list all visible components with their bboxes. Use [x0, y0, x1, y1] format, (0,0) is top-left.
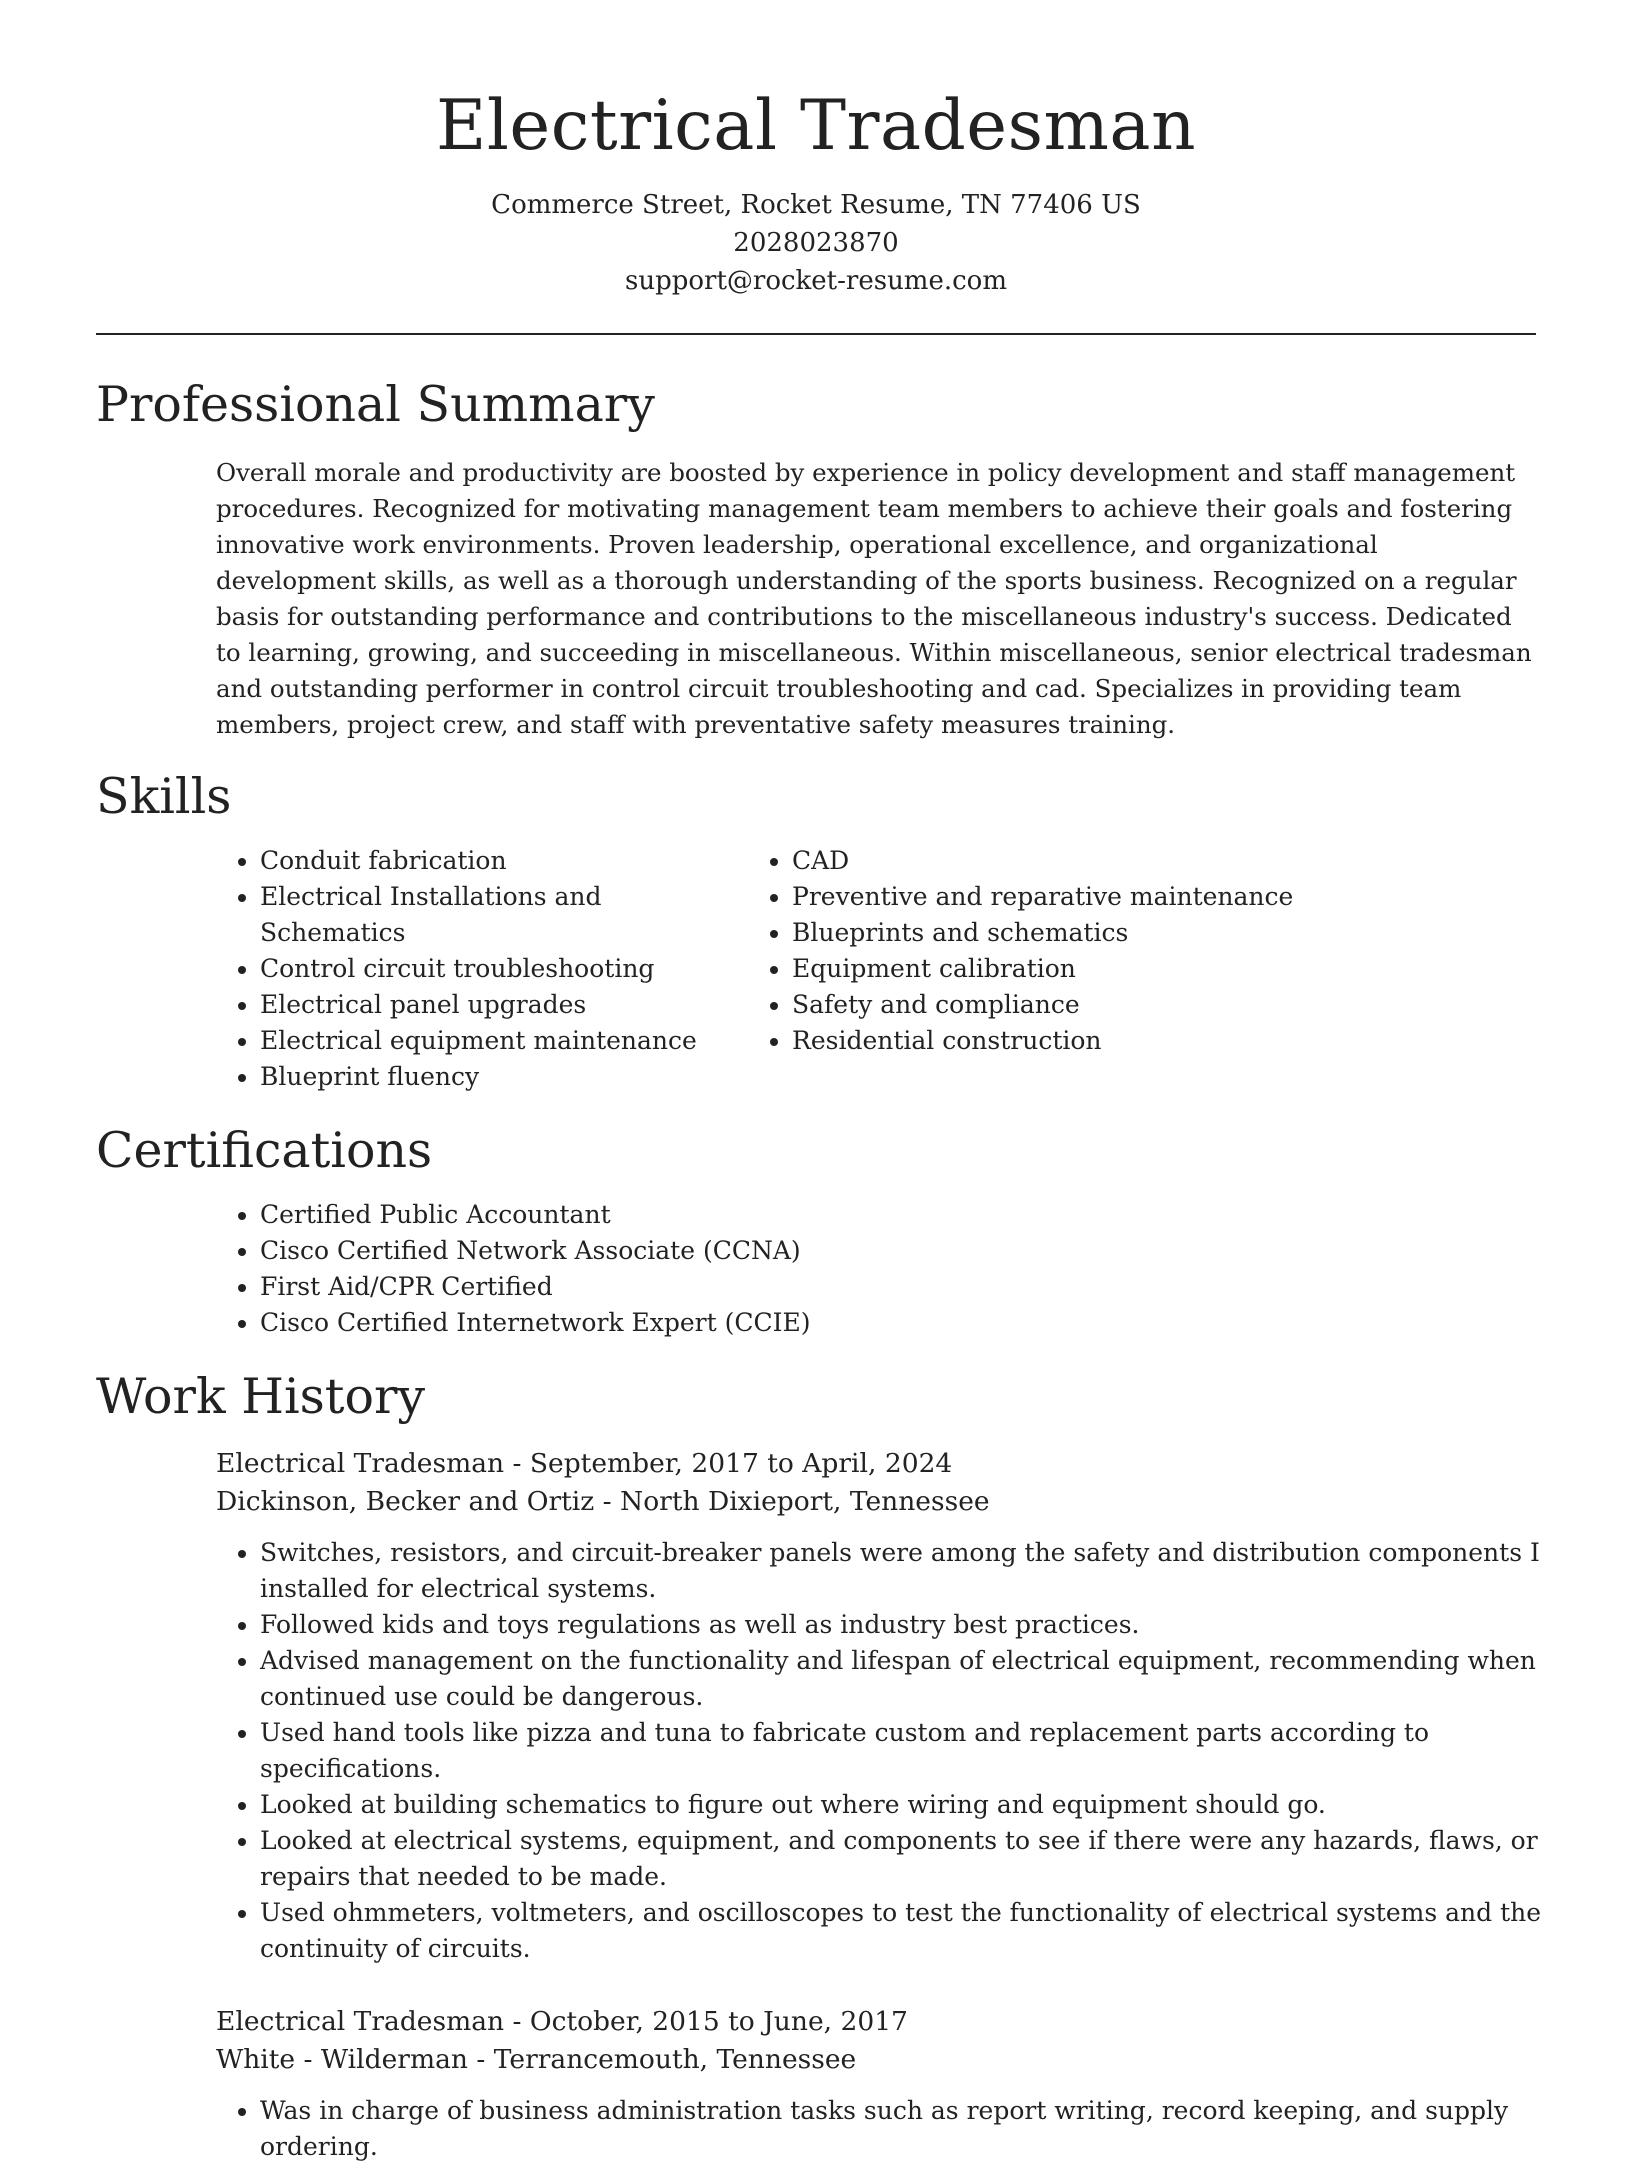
certification-item: • Cisco Certified Network Associate (CCNA)	[260, 1233, 1536, 1269]
job-duty: • Looked at building schematics to figure out where wiring and equipment should go.	[260, 1787, 1580, 1823]
certification-item: • First Aid/CPR Certified	[260, 1269, 1536, 1305]
job-location: North Dixieport, Tennessee	[620, 1486, 990, 1517]
job-position: Electrical Tradesman	[216, 1448, 505, 1479]
skill-item: • Safety and compliance	[792, 987, 1293, 1023]
separator: -	[504, 1448, 530, 1479]
job-company: White - Wilderman	[216, 2044, 468, 2075]
contact-info	[96, 186, 1536, 300]
job-entry	[216, 2003, 1536, 2165]
job-duty: • Followed kids and toys regulations as well as industry best practices.	[260, 1607, 1580, 1643]
job-location: Terrancemouth, Tennessee	[493, 2044, 857, 2075]
job-dates: October, 2015 to June, 2017	[529, 2006, 908, 2037]
job-duties-list	[216, 1535, 1580, 1967]
skills-list-right	[746, 843, 1293, 1095]
job-company-line	[216, 2041, 1536, 2079]
email: support@rocket-resume.com	[624, 266, 1007, 296]
work-history-heading: Work History	[96, 1368, 426, 1425]
job-position: Electrical Tradesman	[216, 2006, 505, 2037]
separator: -	[467, 2044, 494, 2075]
candidate-name: Electrical Tradesman	[435, 86, 1197, 166]
header-divider	[96, 333, 1536, 335]
skill-item: • Residential construction	[792, 1023, 1293, 1059]
separator: -	[594, 1486, 621, 1517]
job-dates: September, 2017 to April, 2024	[529, 1448, 953, 1479]
job-duty: • Advised management on the functionality and lifespan of electrical equipment, recommending when continued use could be dangerous.	[260, 1643, 1580, 1715]
job-duty: • Used ohmmeters, voltmeters, and oscilloscopes to test the functionality of electrical systems and the continuity of circuits.	[260, 1895, 1580, 1967]
job-duty: • Switches, resistors, and circuit-breaker panels were among the safety and distribution components I installed for electrical systems.	[260, 1535, 1580, 1607]
resume-page	[96, 0, 1542, 2165]
address: Commerce Street, Rocket Resume, TN 77406 US	[491, 190, 1141, 220]
phone: 2028023870	[733, 228, 899, 258]
skill-item: • Equipment calibration	[792, 951, 1293, 987]
skill-item: • Blueprint fluency	[260, 1059, 746, 1095]
job-duty: • Used hand tools like pizza and tuna to fabricate custom and replacement parts according to specifications.	[260, 1715, 1580, 1787]
resume-header	[96, 0, 1536, 300]
skill-item: • Electrical equipment maintenance	[260, 1023, 746, 1059]
skill-item: • Blueprints and schematics	[792, 915, 1293, 951]
summary-text: Overall morale and productivity are boosted by experience in policy development and staff management procedures. Recognized for motivating management team members to achieve their goals and fostering innovative work environments. Proven leadership, operational excellence, and organizational development skills, as well as a thorough understanding of the sports business. Recognized on a regular basis for outstanding performance and contributions to the miscellaneous industry's success. Dedicated to learning, growing, and succeeding in miscellaneous. Within miscellaneous, senior electrical tradesman and outstanding performer in control circuit troubleshooting and cad. Specializes in providing team members, project crew, and staff with preventative safety measures training.	[216, 458, 1532, 739]
job-duty: • Was in charge of business administration tasks such as report writing, record keeping, and supply ordering.	[260, 2093, 1580, 2165]
summary-heading: Professional Summary	[96, 376, 655, 433]
certification-item: • Certified Public Accountant	[260, 1197, 1536, 1233]
certifications-list	[96, 1197, 1536, 1341]
skills-columns	[96, 843, 1536, 1095]
job-entry	[216, 1445, 1542, 1967]
skill-item: • Control circuit troubleshooting	[260, 951, 746, 987]
skills-heading: Skills	[96, 768, 232, 825]
job-company-line	[216, 1483, 1536, 1521]
skill-item: • Electrical Installations and Schematics	[260, 879, 746, 951]
separator: -	[504, 2006, 530, 2037]
skill-item: • CAD	[792, 843, 1293, 879]
job-title-line	[216, 1445, 1536, 1483]
skills-list-left	[96, 843, 746, 1095]
job-duty: • Looked at electrical systems, equipment, and components to see if there were any hazards, flaws, or repairs that needed to be made.	[260, 1823, 1580, 1895]
certification-item: • Cisco Certified Internetwork Expert (CCIE)	[260, 1305, 1536, 1341]
job-duties-list	[216, 2093, 1580, 2165]
skill-item: • Conduit fabrication	[260, 843, 746, 879]
job-title-line	[216, 2003, 1536, 2041]
skill-item: • Preventive and reparative maintenance	[792, 879, 1293, 915]
certifications-heading: Certifications	[96, 1122, 433, 1179]
skill-item: • Electrical panel upgrades	[260, 987, 746, 1023]
job-company: Dickinson, Becker and Ortiz	[216, 1486, 595, 1517]
